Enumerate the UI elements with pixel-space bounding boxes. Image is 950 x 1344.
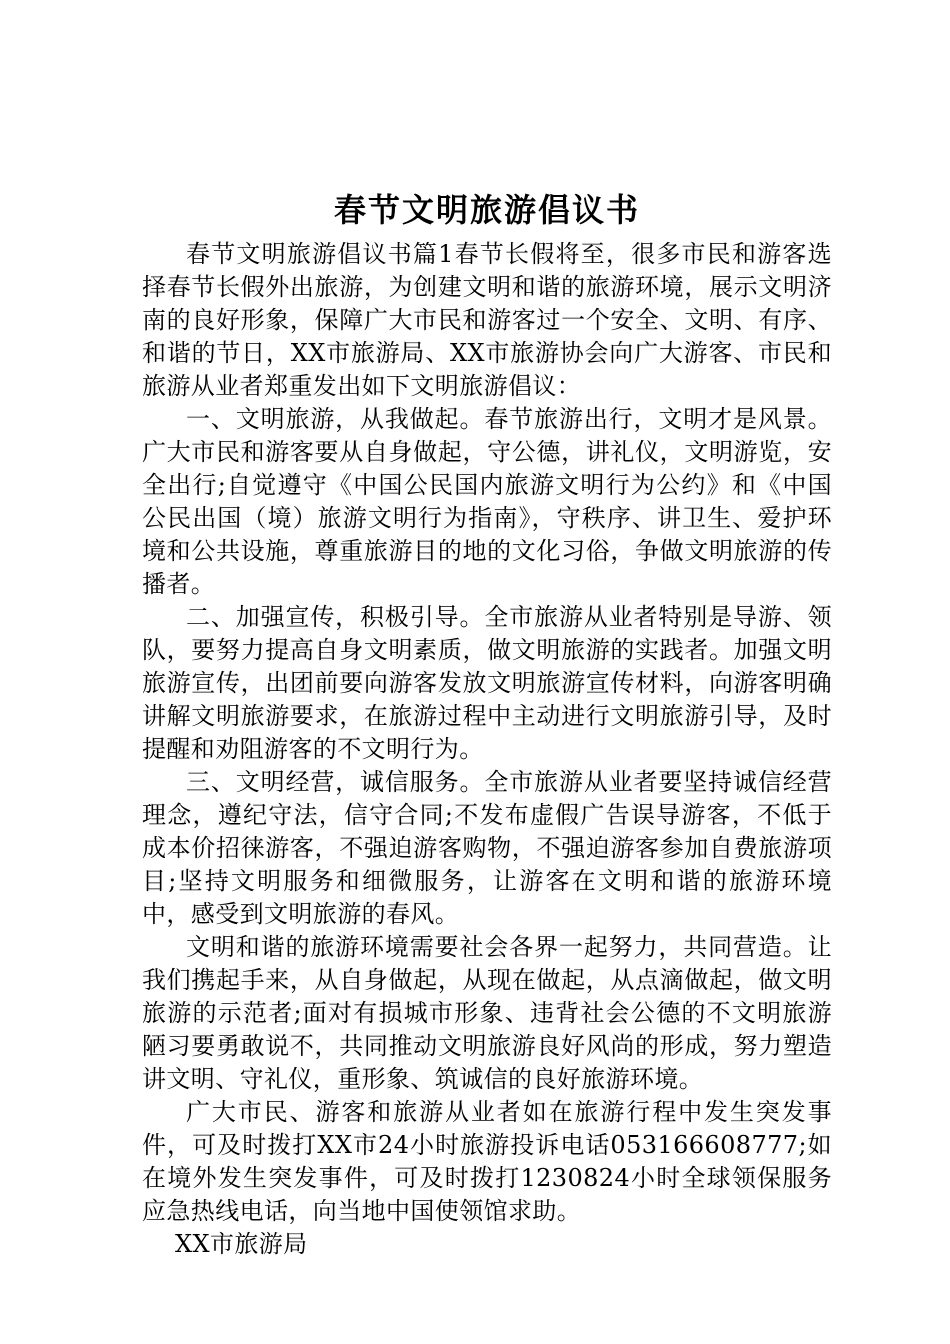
signature: XX市旅游局: [175, 1230, 308, 1258]
document-title: 春节文明旅游倡议书: [333, 191, 640, 229]
paragraph-point-2: 二、加强宣传，积极引导。全市旅游从业者特别是导游、领队，要努力提高自身文明素质，做文明旅游的实践者。加强文明旅游宣传，出团前要向游客发放文明旅游宣传材料，向游客明确讲解文明旅游要求，在旅游过程中主动进行文明旅游引导，及时提醒和劝阻游客的不文明行为。: [142, 603, 832, 763]
paragraph-point-3: 三、文明经营，诚信服务。全市旅游从业者要坚持诚信经营理念，遵纪守法，信守合同;不发布虚假广告误导游客，不低于成本价招徕游客，不强迫游客购物，不强迫游客参加自费旅游项目;坚持文明服务和细微服务，让游客在文明和谐的旅游环境中，感受到文明旅游的春风。: [142, 768, 832, 928]
paragraph-intro: 春节文明旅游倡议书篇1春节长假将至，很多市民和游客选择春节长假外出旅游，为创建文明和谐的旅游环境，展示文明济南的良好形象，保障广大市民和游客过一个安全、文明、有序、和谐的节日，XX市旅游局、XX市旅游协会向广大游客、市民和旅游从业者郑重发出如下文明旅游倡议：: [142, 240, 832, 400]
paragraph-appeal: 文明和谐的旅游环境需要社会各界一起努力，共同营造。让我们携起手来，从自身做起，从现在做起，从点滴做起，做文明旅游的示范者;面对有损城市形象、违背社会公德的不文明旅游陋习要勇敢说不，共同推动文明旅游良好风尚的形成，努力塑造讲文明、守礼仪，重形象、筑诚信的良好旅游环境。: [142, 933, 832, 1093]
paragraph-point-1: 一、文明旅游，从我做起。春节旅游出行，文明才是风景。广大市民和游客要从自身做起，守公德，讲礼仪，文明游览，安全出行;自觉遵守《中国公民国内旅游文明行为公约》和《中国公民出国（境）旅游文明行为指南》，守秩序、讲卫生、爱护环境和公共设施，尊重旅游目的地的文化习俗，争做文明旅游的传播者。: [142, 405, 832, 598]
paragraph-hotline: 广大市民、游客和旅游从业者如在旅游行程中发生突发事件，可及时拨打XX市24小时旅游投诉电话053166608777;如在境外发生突发事件，可及时拨打1230824小时全球领保服务应急热线电话，向当地中国使领馆求助。: [142, 1098, 832, 1225]
document-body: [142, 238, 832, 1261]
